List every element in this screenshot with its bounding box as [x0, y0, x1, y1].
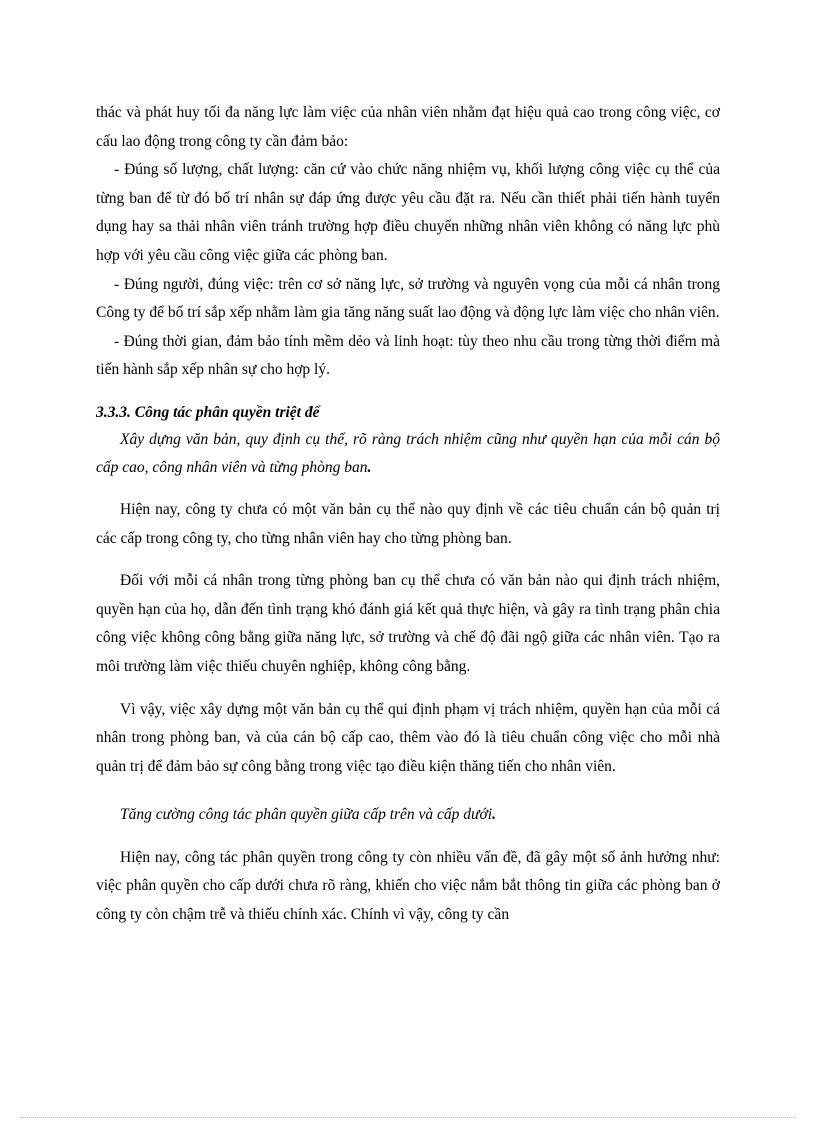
italic-lead-end: .	[367, 458, 372, 476]
italic-subheading	[96, 801, 720, 830]
italic-subheading-end: .	[492, 806, 496, 824]
bullet-right-person: - Đúng người, đúng việc: trên cơ sở năng lực, sở trường và nguyên vọng của mỗi cá nhân trong Công ty để bố trí sắp xếp nhằm làm gia tăng năng suất lao động và động lực làm việc cho nhân viên.	[96, 275, 720, 322]
paragraph-responsibilities: Đối với mỗi cá nhân trong từng phòng ban cụ thể chưa có văn bản nào qui định trách nhiệm, quyền hạn của họ, dẫn đến tình trạng khó đánh giá kết quả thực hiện, và gây ra tình trạng phân chia công việc không công bằng giữa năng lực, sở trường và chế độ đãi ngộ giữa các nhân viên. Tạo ra môi trường làm việc thiếu chuyên nghiệp, không công bằng.	[96, 572, 720, 675]
paragraph-therefore: Vì vậy, việc xây dựng một văn bản cụ thể qui định phạm vị trách nhiệm, quyền hạn của mỗi cá nhân trong phòng ban, và của cán bộ cấp cao, thêm vào đó là tiêu chuẩn công việc cho mỗi nhà quản trị để đảm bảo sự công bằng trong việc tạo điều kiện thăng tiến cho nhân viên.	[96, 700, 720, 775]
italic-lead-paragraph	[96, 426, 720, 482]
italic-subheading-text: Tăng cường công tác phân quyền giữa cấp trên và cấp dưới	[120, 806, 493, 824]
paragraph-delegation: Hiện nay, công tác phân quyền trong công ty còn nhiều vấn đề, đã gây một số ảnh hưởng như: việc phân quyền cho cấp dưới chưa rõ ràng, khiến cho việc nắm bắt thông tin giữa các phòng ban ở công ty còn chậm trễ và thiếu chính xác. Chính vì vậy, công ty cần	[96, 848, 720, 924]
bullet-right-time: - Đúng thời gian, đảm bảo tính mềm dẻo và linh hoạt: tùy theo nhu cầu trong từng thời điểm mà tiến hành sắp xếp nhân sự cho hợp lý.	[96, 332, 720, 379]
section-heading: 3.3.3. Công tác phân quyền triệt để	[96, 403, 320, 421]
paragraph-no-standards: Hiện nay, công ty chưa có một văn bản cụ thể nào quy định về các tiêu chuẩn cán bộ quản trị các cấp trong công ty, cho từng nhân viên hay cho từng phòng ban.	[96, 500, 720, 547]
paragraph-intro: thác và phát huy tối đa năng lực làm việc của nhân viên nhằm đạt hiệu quả cao trong công việc, cơ cấu lao động trong công ty cần đảm bảo:	[96, 104, 720, 150]
body-text	[96, 99, 720, 930]
bullet-quantity-quality: - Đúng số lượng, chất lượng: căn cứ vào chức năng nhiệm vụ, khối lượng công việc cụ thể của từng ban để từ đó bố trí nhân sự đáp ứng được yêu cầu đặt ra. Nếu cần thiết phải tiến hành tuyển dụng hay sa thải nhân viên tránh trường hợp điều chuyển những nhân viên không có năng lực phù hợp với yêu cầu công việc giữa các phòng ban.	[96, 161, 720, 264]
page-bottom-divider	[20, 1117, 796, 1118]
italic-lead-text: Xây dựng văn bản, quy định cụ thể, rõ ràng trách nhiệm cũng như quyền hạn của mỗi cán bộ cấp cao, công nhân viên và từng phòng ban	[96, 430, 720, 476]
